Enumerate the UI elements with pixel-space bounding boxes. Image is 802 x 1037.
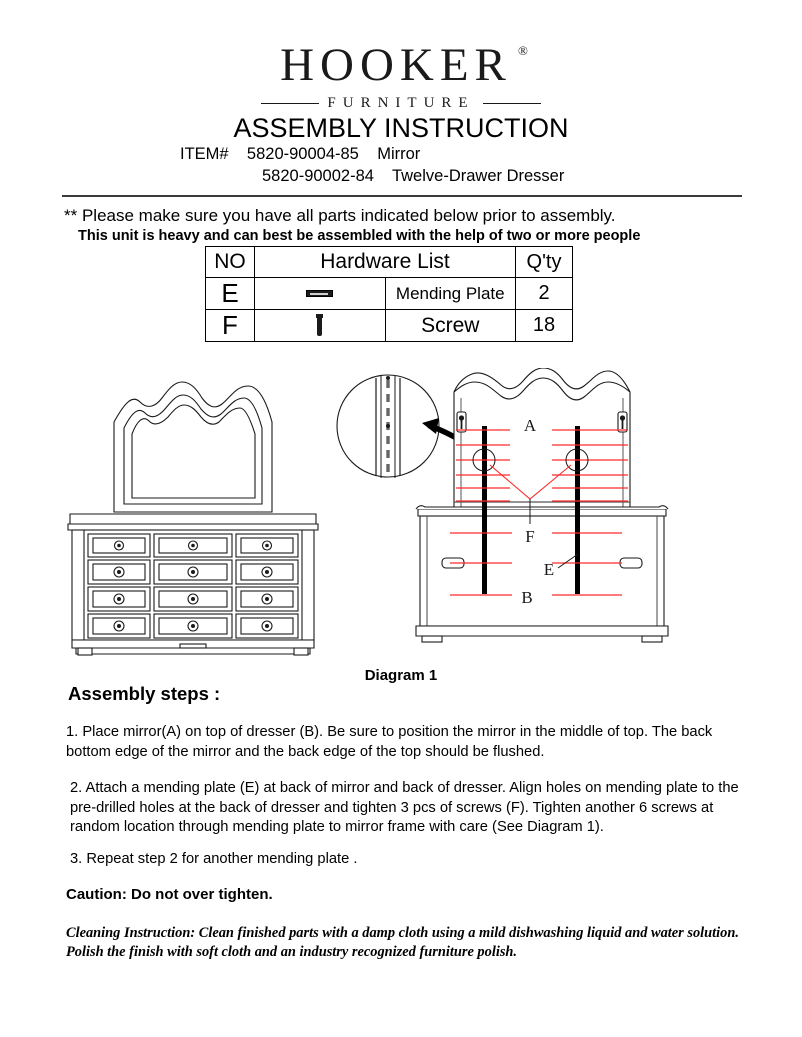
assembly-diagram-illustration [330, 368, 675, 660]
row-f-qty: 18 [516, 310, 573, 342]
cleaning-instruction: Cleaning Instruction: Clean finished parts with a damp cloth using a mild dishwashing liquid and water solution. Polish the finish with soft cloth and an industry recognized furniture polish. [66, 925, 739, 960]
table-row [206, 310, 573, 342]
label-mirror: A [523, 416, 537, 435]
row-e-no: E [206, 278, 255, 310]
caution-note: Caution: Do not over tighten. [66, 886, 273, 903]
header-cell-no: NO [206, 247, 255, 278]
magnified-detail [337, 375, 439, 478]
header-cell-hardware-list: Hardware List [255, 247, 516, 278]
assembly-step-3: 3. Repeat step 2 for another mending plate . [70, 851, 358, 867]
registered-trademark-icon: ® [518, 43, 528, 58]
item-line-dresser: 5820-90002-84 Twelve-Drawer Dresser [262, 167, 565, 185]
header-cell-qty: Q'ty [516, 247, 573, 278]
label-dresser: B [521, 588, 533, 607]
screw-glyph [317, 316, 322, 336]
brand-name [280, 39, 528, 91]
mending-plate-icon [255, 278, 386, 310]
brand-subtitle: FURNITURE [327, 95, 475, 111]
label-screw: F [525, 527, 535, 546]
assembly-step-2: 2. Attach a mending plate (E) at back of mirror and back of dresser. Align holes on mending plate to the pre-drilled holes at the back of dresser and tighten 3 pcs of screws (F). Tighten another 6 screws at random location through mending plate to mirror frame with care (See Diagram 1). [70, 780, 739, 835]
row-e-name: Mending Plate [385, 278, 516, 310]
mending-plate-right [575, 426, 580, 594]
weight-warning-notice: This unit is heavy and can best be assembled with the help of two or more people [78, 228, 641, 244]
row-e-qty: 2 [516, 278, 573, 310]
hardware-list-table [205, 246, 573, 342]
mirror-back [454, 368, 630, 508]
brand-subtitle-row [0, 95, 802, 112]
header-divider [62, 195, 742, 197]
dresser-with-mirror-illustration [62, 368, 324, 660]
brand-logo [0, 39, 802, 112]
screw-icon [255, 310, 386, 342]
logo-rule-right [483, 103, 541, 104]
keyhole-hanger-right [618, 412, 627, 432]
mending-plate-glyph [306, 290, 333, 297]
brand-name-text: HOOKER [280, 39, 512, 91]
assembly-step-1: 1. Place mirror(A) on top of dresser (B). Be sure to position the mirror in the middle of top. The back bottom edge of the mirror and the back edge of the top should be flushed. [66, 724, 713, 760]
mending-plate-left [482, 426, 487, 594]
parts-check-notice: ** Please make sure you have all parts indicated below prior to assembly. [64, 206, 616, 225]
diagram-caption: Diagram 1 [364, 667, 438, 684]
assembly-steps-title: Assembly steps : [68, 683, 221, 704]
keyhole-hanger-left [457, 412, 466, 432]
dresser-back [416, 506, 668, 642]
logo-rule-left [261, 103, 319, 104]
table-header-row [206, 247, 573, 278]
table-row [206, 278, 573, 310]
row-f-name: Screw [385, 310, 516, 342]
page-title: ASSEMBLY INSTRUCTION [233, 113, 569, 143]
row-f-no: F [206, 310, 255, 342]
label-mending-plate: E [543, 560, 555, 579]
item-line-mirror: ITEM# 5820-90004-85 Mirror [180, 145, 421, 163]
